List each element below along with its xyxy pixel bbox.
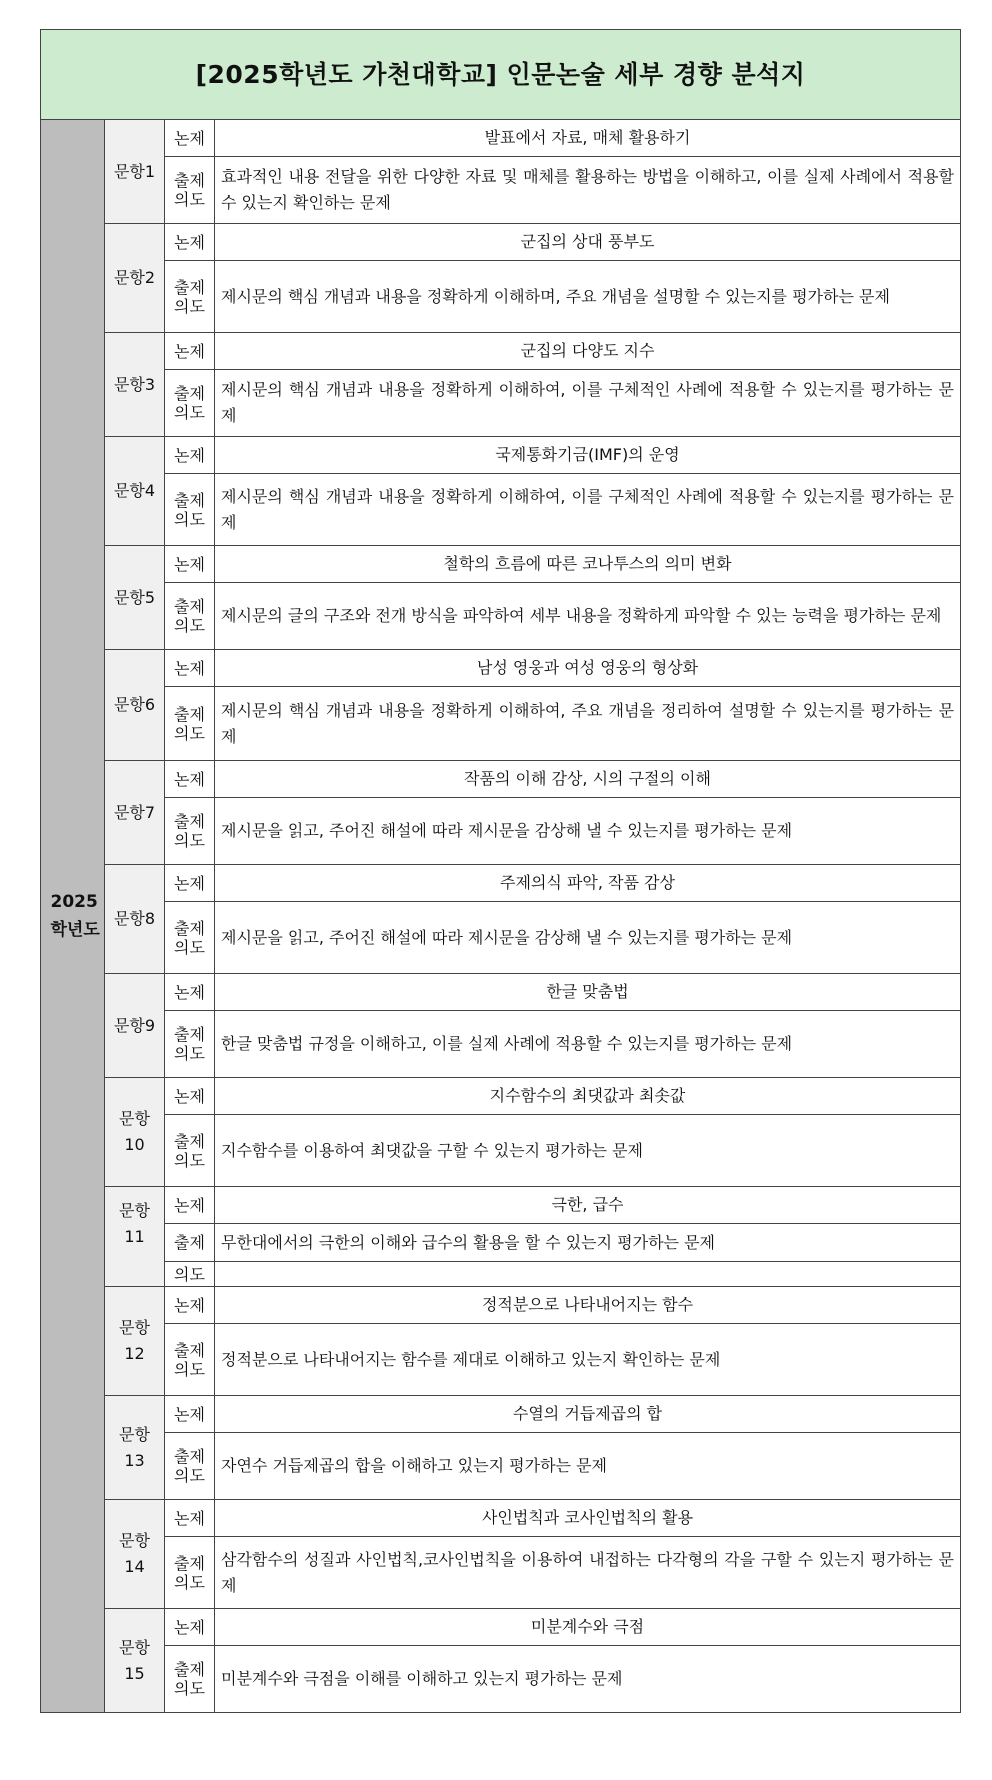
question-topic: 군집의 다양도 지수 [215, 333, 961, 370]
question-topic: 한글 맞춤법 [215, 974, 961, 1011]
question-intent: 제시문을 읽고, 주어진 해설에 따라 제시문을 감상해 낼 수 있는지를 평가하는 문제 [215, 902, 961, 974]
year-cell [41, 120, 105, 1713]
question-topic: 군집의 상대 풍부도 [215, 224, 961, 261]
intent-label: 출제 의도 [165, 1115, 215, 1187]
question-topic: 사인법칙과 코사인법칙의 활용 [215, 1500, 961, 1537]
question-topic: 작품의 이해 감상, 시의 구절의 이해 [215, 761, 961, 798]
question-topic: 발표에서 자료, 매체 활용하기 [215, 120, 961, 157]
question-label: 문항8 [105, 865, 165, 974]
question-label: 문항1 [105, 120, 165, 224]
question-intent: 무한대에서의 극한의 이해와 급수의 활용을 할 수 있는지 평가하는 문제 [215, 1224, 961, 1262]
question-topic: 수열의 거듭제곱의 합 [215, 1396, 961, 1433]
question-topic: 국제통화기금(IMF)의 운영 [215, 437, 961, 474]
topic-label: 논제 [165, 1187, 215, 1224]
intent-label: 출제 의도 [165, 798, 215, 865]
question-label-text: 문항 13 [119, 1424, 150, 1470]
question-intent: 제시문의 핵심 개념과 내용을 정확하게 이해하여, 이를 구체적인 사례에 적용할 수 있는지를 평가하는 문제 [215, 370, 961, 437]
question-label: 문항7 [105, 761, 165, 865]
intent-label: 출제 의도 [165, 1324, 215, 1396]
question-intent: 제시문의 핵심 개념과 내용을 정확하게 이해하여, 주요 개념을 정리하여 설명할 수 있는지를 평가하는 문제 [215, 687, 961, 761]
question-intent: 제시문의 글의 구조와 전개 방식을 파악하여 세부 내용을 정확하게 파악할 수 있는 능력을 평가하는 문제 [215, 583, 961, 650]
topic-label: 논제 [165, 546, 215, 583]
question-label [105, 1287, 165, 1396]
question-intent: 제시문을 읽고, 주어진 해설에 따라 제시문을 감상해 낼 수 있는지를 평가하는 문제 [215, 798, 961, 865]
question-intent: 미분계수와 극점을 이해를 이해하고 있는지 평가하는 문제 [215, 1646, 961, 1713]
intent-label: 출제 [165, 1224, 215, 1262]
question-topic: 철학의 흐름에 따른 코나투스의 의미 변화 [215, 546, 961, 583]
question-label: 문항6 [105, 650, 165, 761]
question-label [105, 1078, 165, 1187]
topic-label: 논제 [165, 1500, 215, 1537]
intent-label: 출제 의도 [165, 474, 215, 546]
question-label: 문항2 [105, 224, 165, 333]
topic-label: 논제 [165, 224, 215, 261]
intent-label: 출제 의도 [165, 902, 215, 974]
empty-cell [215, 1262, 961, 1287]
question-label [105, 1396, 165, 1500]
analysis-table [40, 29, 961, 1713]
question-intent: 삼각함수의 성질과 사인법칙,코사인법칙을 이용하여 내접하는 다각형의 각을 구할 수 있는지 평가하는 문제 [215, 1537, 961, 1609]
topic-label: 논제 [165, 865, 215, 902]
topic-label: 논제 [165, 1609, 215, 1646]
question-label-text: 문항 11 [119, 1201, 150, 1247]
question-topic: 극한, 급수 [215, 1187, 961, 1224]
topic-label: 논제 [165, 437, 215, 474]
question-intent: 효과적인 내용 전달을 위한 다양한 자료 및 매체를 활용하는 방법을 이해하고, 이를 실제 사례에서 적용할 수 있는지 확인하는 문제 [215, 157, 961, 224]
intent-label: 출제 의도 [165, 1646, 215, 1713]
question-label [105, 1500, 165, 1609]
question-intent: 한글 맞춤법 규정을 이해하고, 이를 실제 사례에 적용할 수 있는지를 평가하는 문제 [215, 1011, 961, 1078]
topic-label: 논제 [165, 761, 215, 798]
topic-label: 논제 [165, 1396, 215, 1433]
question-intent: 제시문의 핵심 개념과 내용을 정확하게 이해하며, 주요 개념을 설명할 수 있는지를 평가하는 문제 [215, 261, 961, 333]
analysis-sheet [40, 29, 960, 1713]
intent-label: 출제 의도 [165, 583, 215, 650]
question-label: 문항3 [105, 333, 165, 437]
question-label-spacer [105, 1262, 165, 1287]
question-intent: 정적분으로 나타내어지는 함수를 제대로 이해하고 있는지 확인하는 문제 [215, 1324, 961, 1396]
intent-label: 출제 의도 [165, 687, 215, 761]
question-label: 문항4 [105, 437, 165, 546]
question-intent: 제시문의 핵심 개념과 내용을 정확하게 이해하여, 이를 구체적인 사례에 적용할 수 있는지를 평가하는 문제 [215, 474, 961, 546]
question-label: 문항9 [105, 974, 165, 1078]
question-label [105, 1187, 165, 1262]
question-label-text: 문항 10 [119, 1109, 150, 1154]
question-topic: 미분계수와 극점 [215, 1609, 961, 1646]
question-label: 문항5 [105, 546, 165, 650]
topic-label: 논제 [165, 974, 215, 1011]
intent-label: 출제 의도 [165, 1011, 215, 1078]
question-intent: 자연수 거듭제곱의 합을 이해하고 있는지 평가하는 문제 [215, 1433, 961, 1500]
topic-label: 논제 [165, 650, 215, 687]
question-label [105, 1609, 165, 1713]
topic-label: 논제 [165, 1078, 215, 1115]
topic-label: 논제 [165, 120, 215, 157]
question-label-text: 문항 12 [119, 1318, 150, 1363]
question-topic: 남성 영웅과 여성 영웅의 형상화 [215, 650, 961, 687]
topic-label: 논제 [165, 1287, 215, 1324]
year-label: 2025 학년도 [50, 892, 100, 940]
intent-label: 출제 의도 [165, 157, 215, 224]
question-intent: 지수함수를 이용하여 최댓값을 구할 수 있는지 평가하는 문제 [215, 1115, 961, 1187]
intent-label: 출제 의도 [165, 1433, 215, 1500]
question-label-text: 문항 14 [119, 1531, 150, 1576]
question-topic: 정적분으로 나타내어지는 함수 [215, 1287, 961, 1324]
page-title: [2025학년도 가천대학교] 인문논술 세부 경향 분석지 [41, 30, 961, 120]
intent-label: 출제 의도 [165, 1537, 215, 1609]
question-label-text: 문항 15 [119, 1637, 150, 1683]
intent-label: 출제 의도 [165, 261, 215, 333]
intent-label: 출제 의도 [165, 370, 215, 437]
topic-label: 논제 [165, 333, 215, 370]
question-topic: 지수함수의 최댓값과 최솟값 [215, 1078, 961, 1115]
intent-label: 의도 [165, 1262, 215, 1287]
question-topic: 주제의식 파악, 작품 감상 [215, 865, 961, 902]
